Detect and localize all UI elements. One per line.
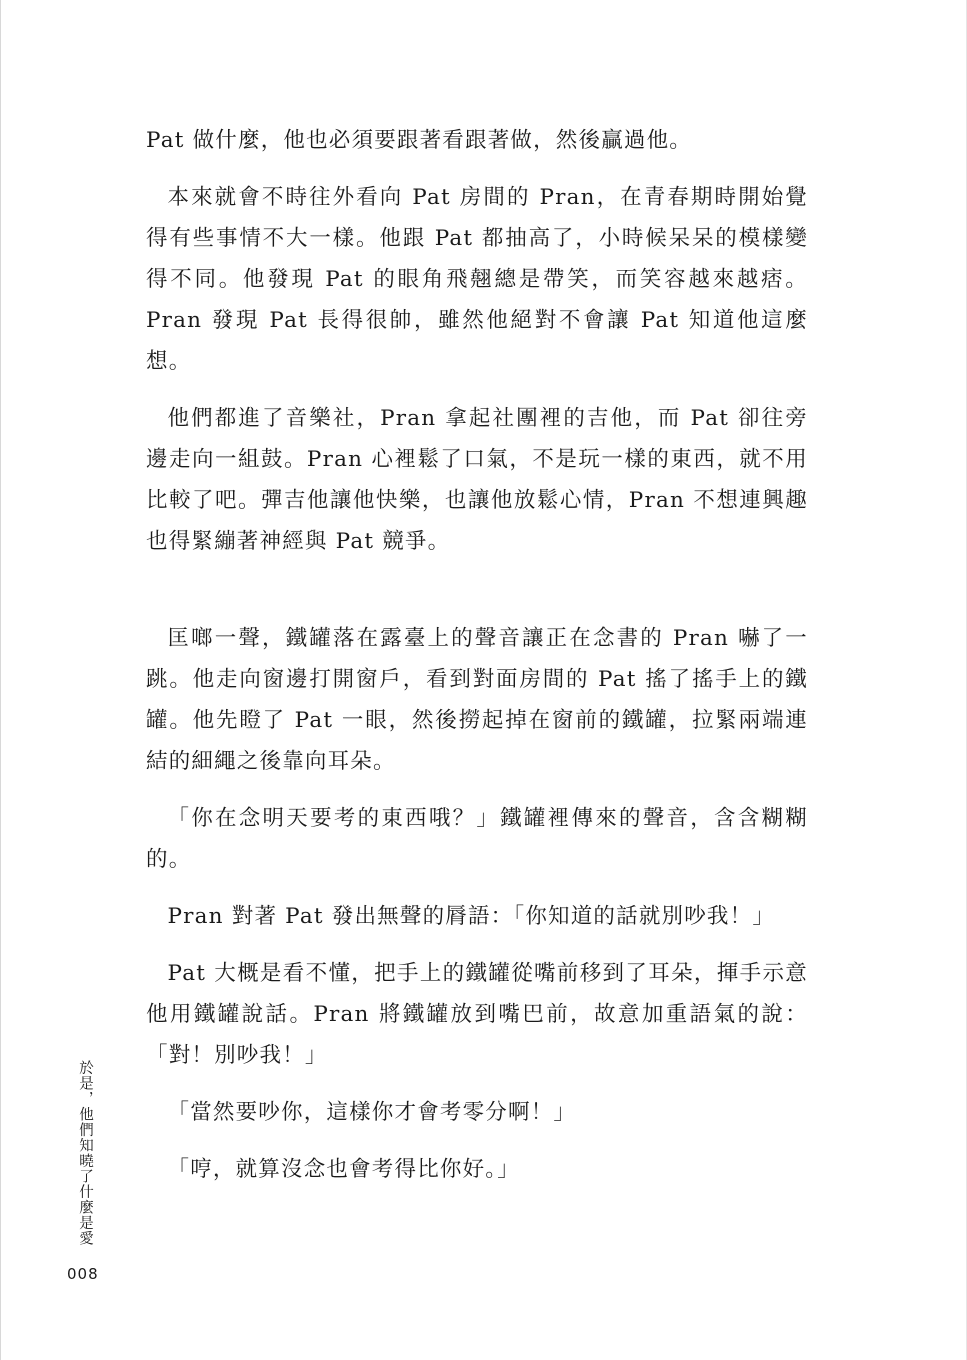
running-title: 於是，他們知曉了什麼是愛 bbox=[77, 1060, 93, 1246]
section-break bbox=[146, 562, 808, 618]
paragraph: 「哼，就算沒念也會考得比你好。」 bbox=[167, 1157, 520, 1182]
paragraph-continuation: Pat 做什麼，他也必須要跟著看跟著做，然後贏過他。 bbox=[146, 128, 692, 153]
body-text bbox=[146, 120, 808, 1190]
page-number: 008 bbox=[67, 1265, 99, 1283]
paragraph: 匡啷一聲，鐵罐落在露臺上的聲音讓正在念書的 Pran 嚇了一跳。他走向窗邊打開窗戶，看到對面房間的 Pat 搖了搖手上的鐵罐。他先瞪了 Pat 一眼，然後撈起掉在窗前的鐵罐，拉緊兩端連結的細繩之後靠向耳朵。 bbox=[146, 626, 808, 774]
paragraph: Pran 對著 Pat 發出無聲的脣語：「你知道的話就別吵我！」 bbox=[167, 904, 776, 929]
paragraph: 「當然要吵你，這樣你才會考零分啊！」 bbox=[167, 1100, 577, 1125]
paragraph: Pat 大概是看不懂，把手上的鐵罐從嘴前移到了耳朵，揮手示意他用鐵罐說話。Pran 將鐵罐放到嘴巴前，故意加重語氣的說：「對！別吵我！」 bbox=[146, 961, 808, 1068]
paragraph: 他們都進了音樂社，Pran 拿起社團裡的吉他，而 Pat 卻往旁邊走向一組鼓。Pran 心裡鬆了口氣，不是玩一樣的東西，就不用比較了吧。彈吉他讓他快樂，也讓他放鬆心情，Pran 不想連興趣也得緊繃著神經與 Pat 競爭。 bbox=[146, 406, 808, 554]
paragraph: 「你在念明天要考的東西哦？」鐵罐裡傳來的聲音，含含糊糊的。 bbox=[146, 806, 808, 872]
paragraph: 本來就會不時往外看向 Pat 房間的 Pran，在青春期時開始覺得有些事情不大一樣。他跟 Pat 都抽高了，小時候呆呆的模樣變得不同。他發現 Pat 的眼角飛翹總是帶笑，而笑容越來越痞。Pran 發現 Pat 長得很帥，雖然他絕對不會讓 Pat 知道他這麼想。 bbox=[146, 185, 808, 374]
